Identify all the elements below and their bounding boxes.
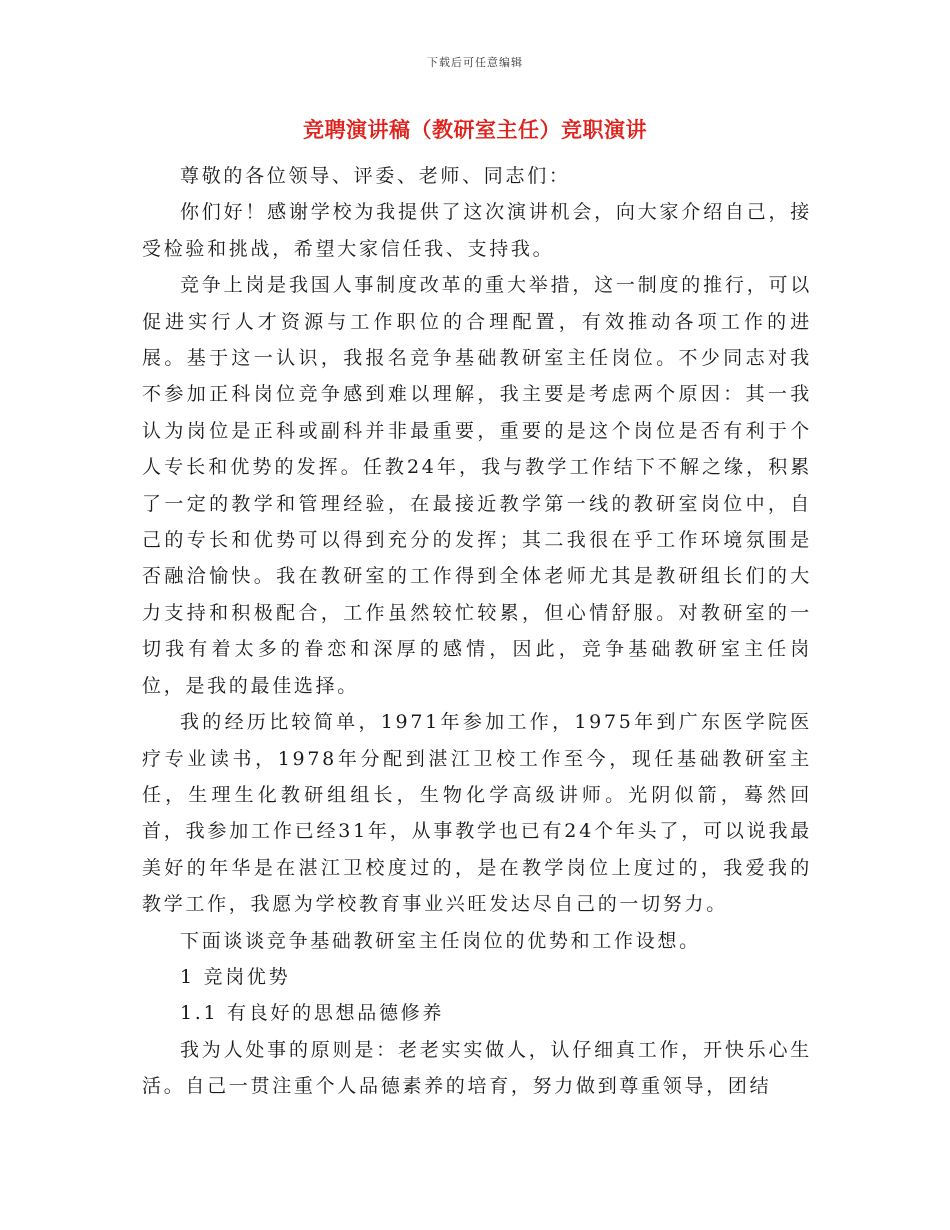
salutation-paragraph: 尊敬的各位领导、评委、老师、同志们： <box>180 165 571 187</box>
section-heading-1: 1 竞岗优势 <box>180 965 291 988</box>
section-heading-1-1: 1.1 有良好的思想品德修养 <box>180 1002 445 1025</box>
principle-paragraph: 我为人处事的原则是：老老实实做人，认仔细真工作，开快乐心生活。自己一贯注重个人品德素养的培育，努力做到尊重领导，团结 <box>142 1038 812 1098</box>
document-title: 竞聘演讲稿（教研室主任）竞职演讲 <box>303 117 647 142</box>
experience-paragraph: 我的经历比较简单，1971年参加工作，1975年到广东医学院医疗专业读书，1978年分配到湛江卫校工作至今，现任基础教研室主任，生理生化教研组组长，生物化学高级讲师。光阴似箭，蓦然回首，我参加工作已经31年，从事教学也已有24个年头了，可以说我最美好的年华是在湛江卫校度过的，是在教学岗位上度过的，我爱我的教学工作，我愿为学校教育事业兴旺发达尽自己的一切努力。 <box>142 711 812 916</box>
greeting-paragraph: 你们好！感谢学校为我提供了这次演讲机会，向大家介绍自己，接受检验和挑战，希望大家信任我、支持我。 <box>142 201 812 260</box>
document-body <box>142 158 812 1105</box>
intro-paragraph: 下面谈谈竞争基础教研室主任岗位的优势和工作设想。 <box>180 929 701 952</box>
header-note: 下载后可任意编辑 <box>427 56 523 69</box>
motivation-paragraph: 竞争上岗是我国人事制度改革的重大举措，这一制度的推行，可以促进实行人才资源与工作职位的合理配置，有效推动各项工作的进展。基于这一认识，我报名竞争基础教研室主任岗位。不少同志对我不参加正科岗位竞争感到难以理解，我主要是考虑两个原因：其一我认为岗位是正科或副科并非最重要，重要的是这个岗位是否有利于个人专长和优势的发挥。任教24年，我与教学工作结下不解之缘，积累了一定的教学和管理经验，在最接近教学第一线的教研室岗位中，自己的专长和优势可以得到充分的发挥；其二我很在乎工作环境氛围是否融洽愉快。我在教研室的工作得到全体老师尤其是教研组长们的大力支持和积极配合，工作虽然较忙较累，但心情舒服。对教研室的一切我有着太多的眷恋和深厚的感情，因此，竞争基础教研室主任岗位，是我的最佳选择。 <box>142 274 812 697</box>
